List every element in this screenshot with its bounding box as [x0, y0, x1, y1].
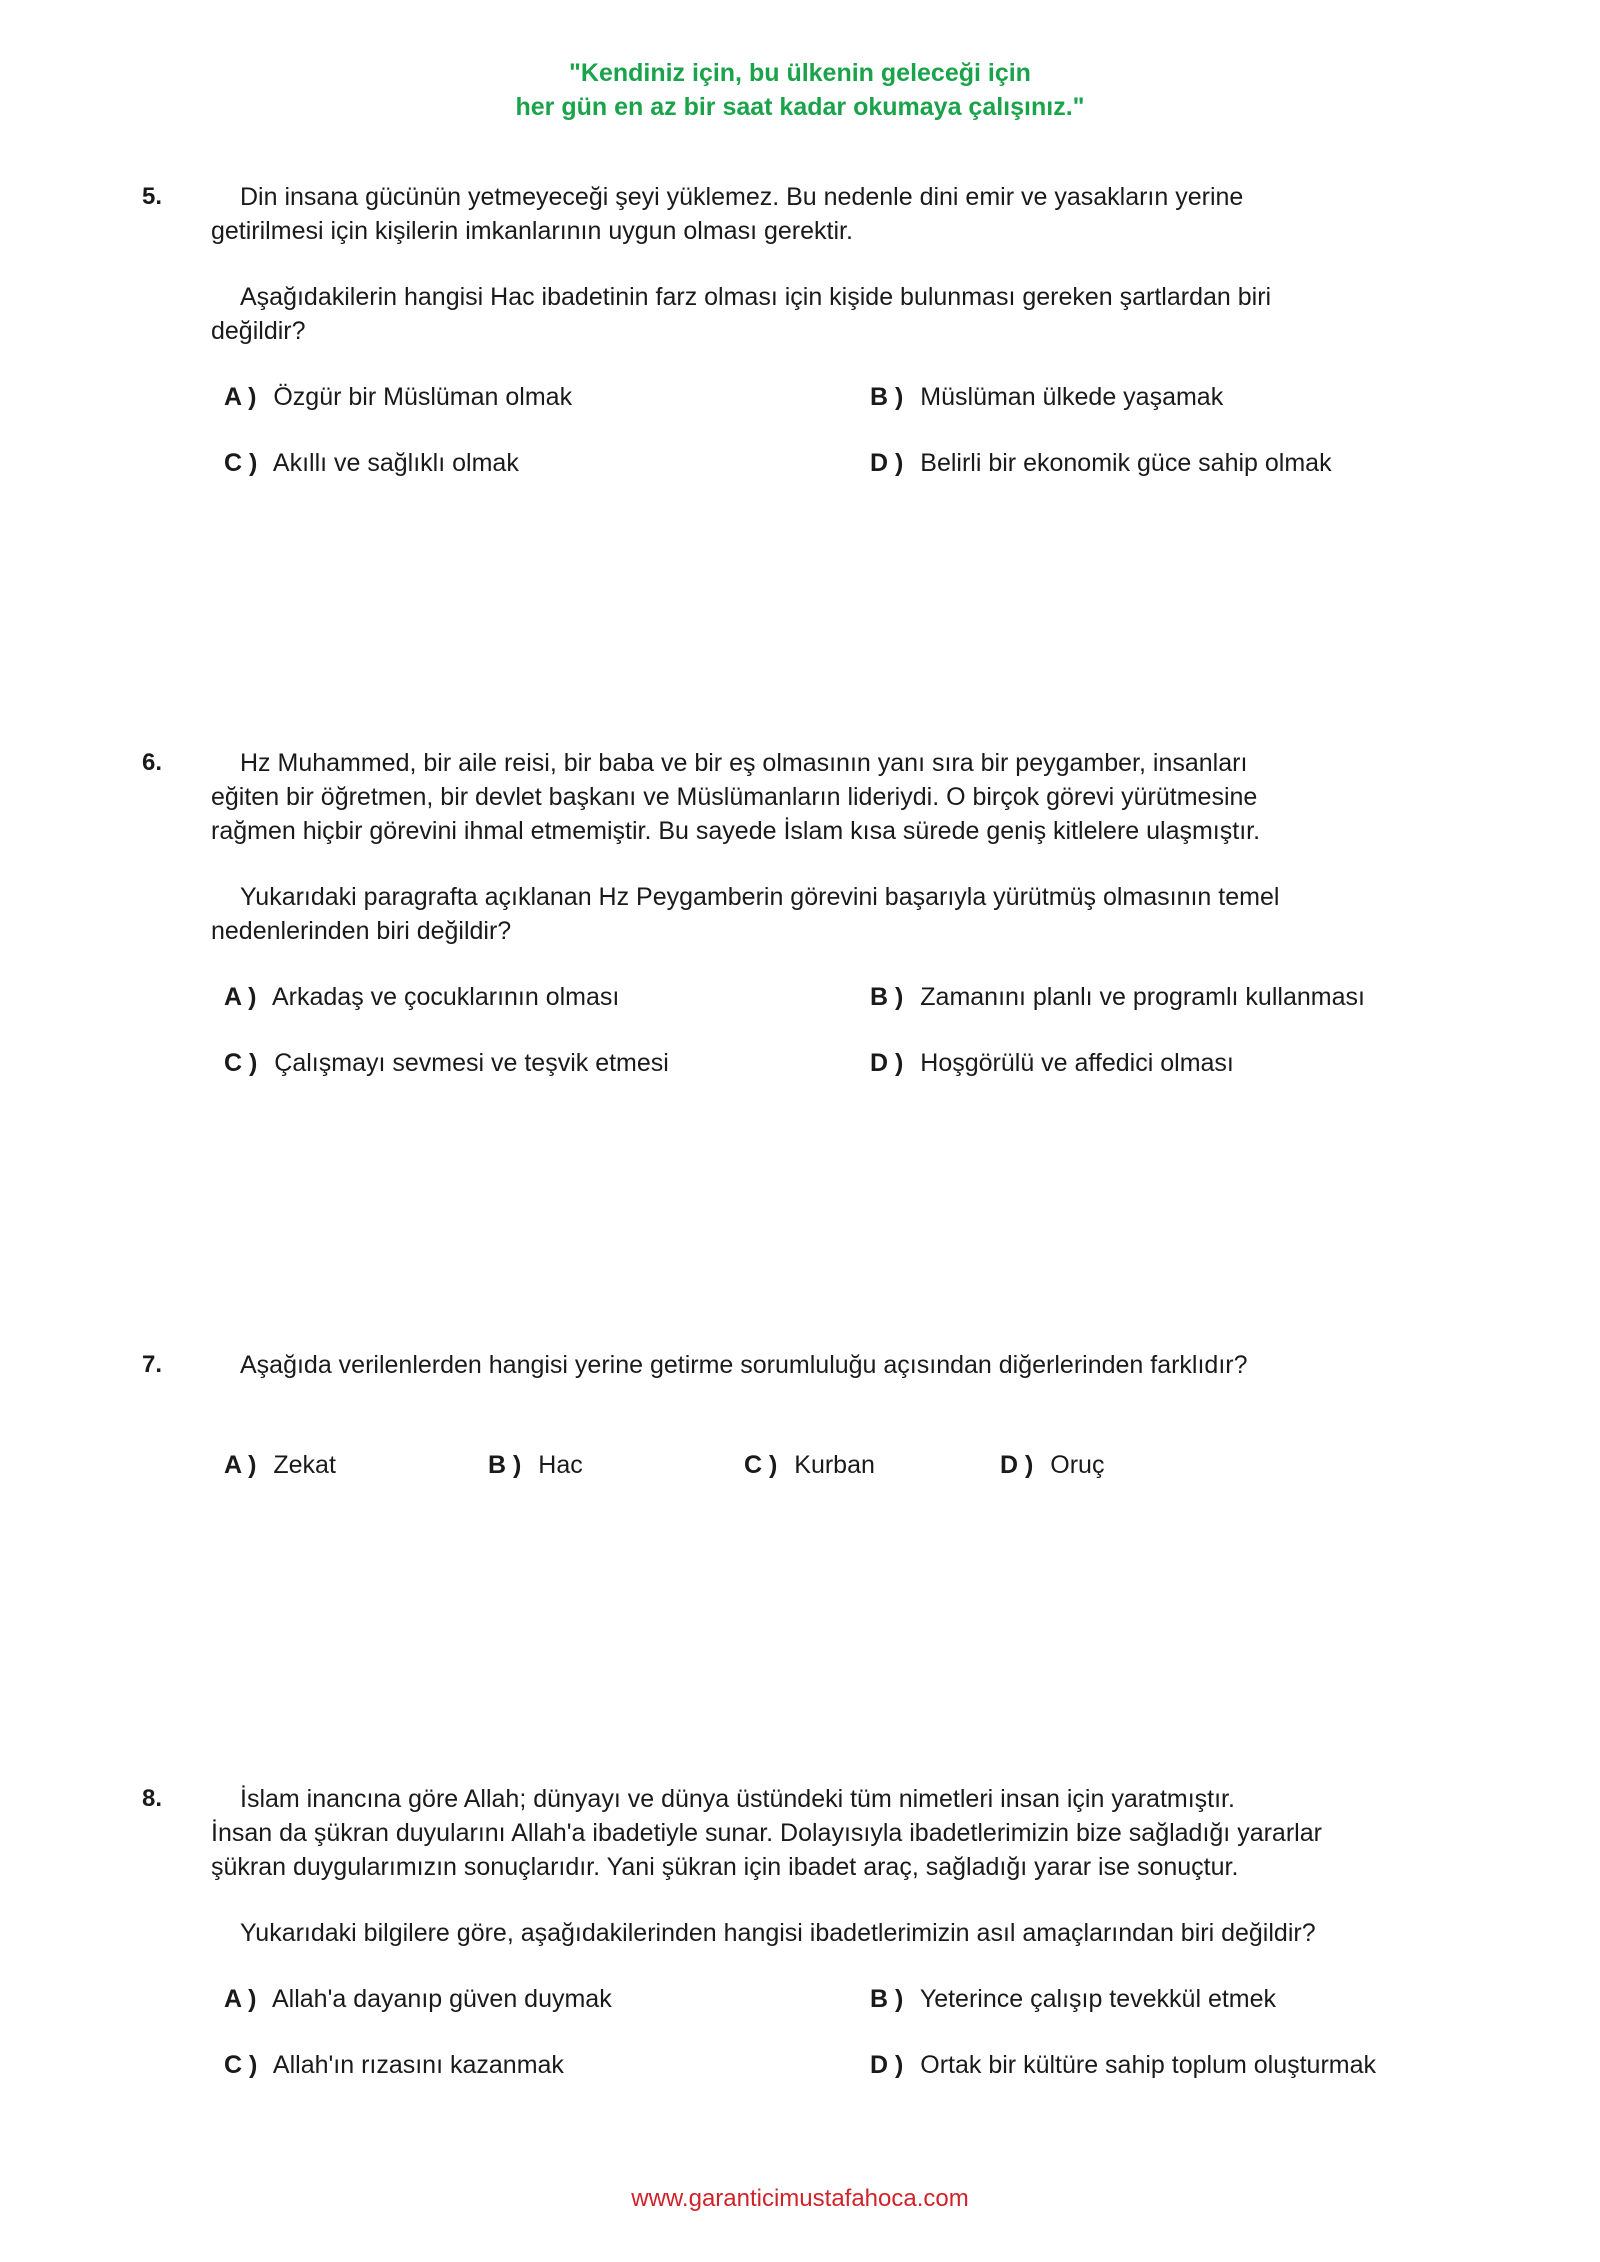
- footer-website-link[interactable]: www.garanticimustafahoca.com: [631, 2185, 969, 2212]
- question-number: 5.: [142, 183, 163, 210]
- option-letter: A ): [224, 383, 257, 411]
- question-body: [211, 1782, 1441, 1950]
- option-letter: D ): [870, 1049, 904, 1077]
- intro-line: Din insana gücünün yetmeyeceği şeyi yüklemez. Bu nedenle dini emir ve yasakların yerine: [240, 183, 1244, 211]
- prompt-line: değildir?: [211, 317, 306, 345]
- option-text: Allah'ın rızasını kazanmak: [272, 2051, 564, 2079]
- option-c[interactable]: [224, 1046, 669, 1080]
- intro-line: İslam inancına göre Allah; dünyayı ve dünya üstündeki tüm nimetleri insan için yaratmıştır.: [240, 1785, 1235, 1813]
- option-text: Hac: [538, 1451, 583, 1479]
- option-c[interactable]: [224, 2048, 564, 2082]
- option-text: Ortak bir kültüre sahip toplum oluşturmak: [920, 2051, 1377, 2079]
- prompt-line: Aşağıdakilerin hangisi Hac ibadetinin farz olması için kişide bulunması gereken şartlardan biri: [240, 283, 1272, 311]
- option-d[interactable]: [870, 446, 1332, 480]
- option-letter: A ): [224, 1451, 257, 1479]
- option-letter: D ): [870, 2051, 904, 2079]
- question-body: [211, 1348, 1441, 1382]
- prompt-line: Yukarıdaki paragrafta açıklanan Hz Peygamberin görevini başarıyla yürütmüş olmasının temel: [240, 883, 1280, 911]
- intro-line: şükran duygularımızın sonuçlarıdır. Yani şükran için ibadet araç, sağladığı yarar ise sonuçtur.: [211, 1853, 1239, 1881]
- option-letter: C ): [224, 449, 258, 477]
- option-text: Arkadaş ve çocuklarının olması: [271, 983, 620, 1011]
- option-letter: B ): [488, 1451, 522, 1479]
- option-text: Zekat: [273, 1451, 336, 1479]
- question-number: 6.: [142, 749, 163, 776]
- option-b[interactable]: [870, 980, 1365, 1014]
- option-letter: C ): [224, 2051, 258, 2079]
- motto-header: [0, 56, 1600, 124]
- option-text: Hoşgörülü ve affedici olması: [920, 1049, 1234, 1077]
- option-text: Özgür bir Müslüman olmak: [273, 383, 573, 411]
- option-c[interactable]: [744, 1448, 875, 1482]
- option-letter: C ): [224, 1049, 258, 1077]
- option-text: Akıllı ve sağlıklı olmak: [272, 449, 519, 477]
- option-a[interactable]: [224, 380, 572, 414]
- option-b[interactable]: [870, 380, 1223, 414]
- option-letter: A ): [224, 983, 257, 1011]
- option-letter: D ): [870, 449, 904, 477]
- prompt-line: Yukarıdaki bilgilere göre, aşağıdakilerinden hangisi ibadetlerimizin asıl amaçlarından biri değildir?: [240, 1919, 1316, 1947]
- motto-line-2: her gün en az bir saat kadar okumaya çalışınız.": [515, 93, 1085, 121]
- question-body: [211, 180, 1441, 348]
- prompt-line: nedenlerinden biri değildir?: [211, 917, 512, 945]
- option-a[interactable]: [224, 1982, 612, 2016]
- intro-line: getirilmesi için kişilerin imkanlarının uygun olması gerektir.: [211, 217, 853, 245]
- intro-line: İnsan da şükran duyularını Allah'a ibadetiyle sunar. Dolayısıyla ibadetlerimizin bize sağladığı yararlar: [211, 1819, 1322, 1847]
- option-text: Yeterince çalışıp tevekkül etmek: [919, 1985, 1277, 2013]
- motto-line-1: "Kendiniz için, bu ülkenin geleceği için: [569, 59, 1031, 87]
- option-d[interactable]: [1000, 1448, 1104, 1482]
- option-d[interactable]: [870, 1046, 1234, 1080]
- intro-line: eğiten bir öğretmen, bir devlet başkanı ve Müslümanların lideriydi. O birçok görevi yürütmesine: [211, 783, 1258, 811]
- option-text: Kurban: [794, 1451, 875, 1479]
- prompt-line: Aşağıda verilenlerden hangisi yerine getirme sorumluluğu açısından diğerlerinden farklıdır?: [240, 1351, 1248, 1379]
- option-d[interactable]: [870, 2048, 1376, 2082]
- intro-line: Hz Muhammed, bir aile reisi, bir baba ve bir eş olmasının yanı sıra bir peygamber, insanları: [240, 749, 1248, 777]
- option-text: Zamanını planlı ve programlı kullanması: [920, 983, 1365, 1011]
- option-text: Oruç: [1050, 1451, 1105, 1479]
- intro-line: rağmen hiçbir görevini ihmal etmemiştir. Bu sayede İslam kısa sürede geniş kitlelere ulaşmıştır.: [211, 817, 1261, 845]
- option-letter: A ): [224, 1985, 257, 2013]
- option-text: Müslüman ülkede yaşamak: [920, 383, 1224, 411]
- option-c[interactable]: [224, 446, 519, 480]
- question-number: 8.: [142, 1785, 163, 1812]
- option-a[interactable]: [224, 1448, 336, 1482]
- question-body: [211, 746, 1441, 948]
- option-letter: B ): [870, 383, 904, 411]
- option-letter: B ): [870, 983, 904, 1011]
- option-letter: B ): [870, 1985, 904, 2013]
- option-letter: D ): [1000, 1451, 1034, 1479]
- option-text: Belirli bir ekonomik güce sahip olmak: [920, 449, 1332, 477]
- option-text: Allah'a dayanıp güven duymak: [271, 1985, 612, 2013]
- question-number: 7.: [142, 1351, 163, 1378]
- option-text: Çalışmayı sevmesi ve teşvik etmesi: [274, 1049, 669, 1077]
- option-letter: C ): [744, 1451, 778, 1479]
- option-b[interactable]: [870, 1982, 1276, 2016]
- option-b[interactable]: [488, 1448, 583, 1482]
- option-a[interactable]: [224, 980, 619, 1014]
